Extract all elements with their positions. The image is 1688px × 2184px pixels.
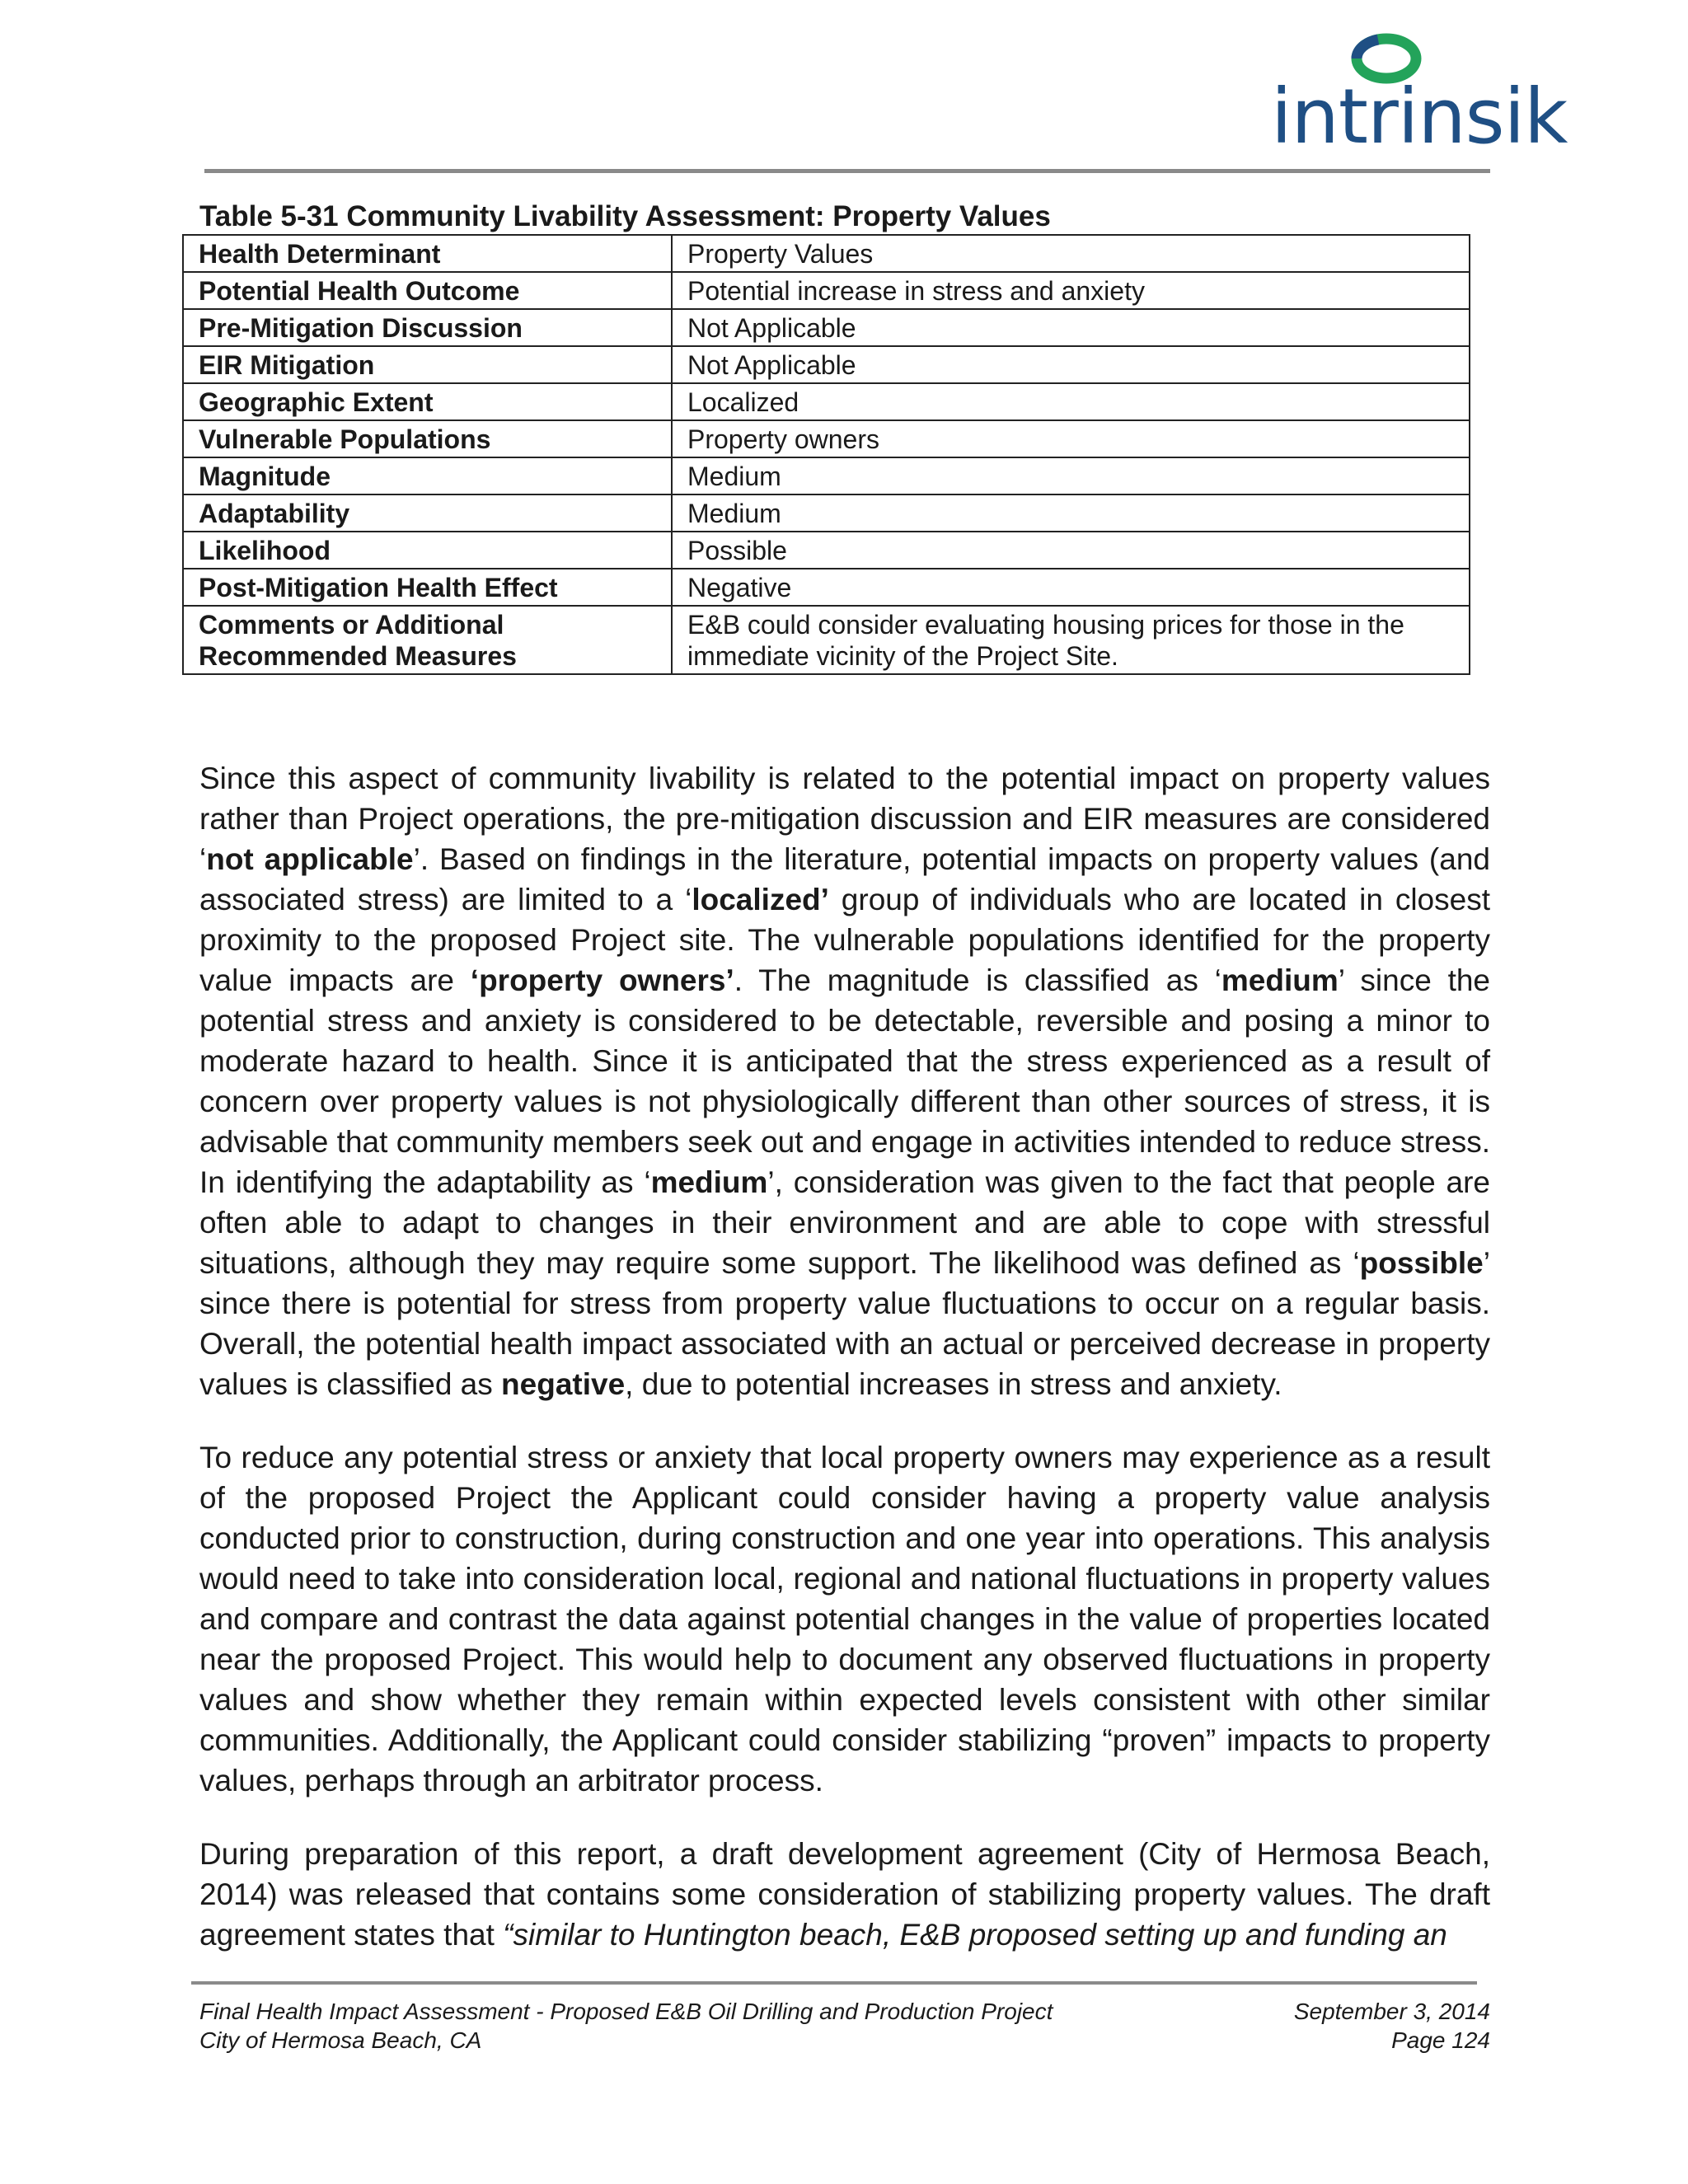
row-value: Localized <box>672 383 1470 420</box>
footer-document-title: Final Health Impact Assessment - Proposed E&B Oil Drilling and Production Project <box>199 1999 1053 2024</box>
bold-term: not applicable <box>206 842 414 876</box>
row-value: Not Applicable <box>672 309 1470 346</box>
italic-quote: “similar to Huntington beach, E&B proposed setting up and funding an <box>503 1918 1447 1952</box>
table-row <box>183 309 1470 346</box>
table-row <box>183 272 1470 309</box>
header-divider <box>204 169 1490 173</box>
row-label: Pre-Mitigation Discussion <box>183 309 672 346</box>
page-footer <box>199 1997 1490 2055</box>
row-label: Vulnerable Populations <box>183 420 672 457</box>
footer-divider <box>191 1981 1477 1985</box>
table-row <box>183 383 1470 420</box>
paragraph-3 <box>199 1834 1490 1955</box>
logo-text: intrinsik <box>1271 73 1568 161</box>
row-label: Adaptability <box>183 494 672 532</box>
row-value: Potential increase in stress and anxiety <box>672 272 1470 309</box>
assessment-table <box>182 234 1470 675</box>
footer-date: September 3, 2014 <box>1293 1999 1490 2024</box>
row-value: Medium <box>672 494 1470 532</box>
row-value: Property owners <box>672 420 1470 457</box>
bold-term: ‘property owners’ <box>470 963 734 997</box>
table-row <box>183 494 1470 532</box>
row-label: Magnitude <box>183 457 672 494</box>
row-label: Potential Health Outcome <box>183 272 672 309</box>
table-row <box>183 569 1470 606</box>
footer-location: City of Hermosa Beach, CA <box>199 2027 482 2053</box>
paragraph-2 <box>199 1437 1490 1801</box>
row-label: Geographic Extent <box>183 383 672 420</box>
text-run: , due to potential increases in stress and anxiety. <box>625 1367 1282 1401</box>
bold-term: localized’ <box>692 883 829 916</box>
row-value: E&B could consider evaluating housing prices for those in the immediate vicinity of the Project Site. <box>672 606 1470 674</box>
table-row <box>183 235 1470 272</box>
table-caption: Table 5-31 Community Livability Assessment: Property Values <box>199 200 1051 232</box>
row-label: Likelihood <box>183 532 672 569</box>
row-label: Post-Mitigation Health Effect <box>183 569 672 606</box>
text-run: group of individuals who are located in closest proximity to the proposed Project site. The vulnerable populations identified for the property value impacts are <box>199 883 1490 997</box>
text-run: ’ since there is potential for stress from property value fluctuations to occur on a regular basis. Overall, the potential health impact associated with an actual or perceived decrease in property values is classified as <box>199 1246 1490 1401</box>
text-run: ’. Based on findings in the literature, potential impacts on property values (and associated stress) are limited to a ‘ <box>199 842 1490 916</box>
text-run: To reduce any potential stress or anxiety that local property owners may experience as a result of the proposed Project the Applicant could consider having a property value analysis conducted prior to construction, during construction and one year into operations. This analysis would need to take into consideration local, regional and national fluctuations in property values and compare and contrast the data against potential changes in the value of properties located near the proposed Project. This would help to document any observed fluctuations in property values and show whether they remain within expected levels consistent with other similar communities. Additionally, the Applicant could consider stabilizing “proven” impacts to property values, perhaps through an arbitrator process. <box>199 1441 1490 1797</box>
intrinsik-logo <box>1271 31 1568 161</box>
row-value: Property Values <box>672 235 1470 272</box>
bold-term: medium <box>650 1165 768 1199</box>
text-run: During preparation of this report, a draft development agreement (City of Hermosa Beach, 2014) was released that contains some consideration of stabilizing property values. The draft agreement states that <box>199 1837 1490 1952</box>
table-row <box>183 606 1470 674</box>
row-label: Health Determinant <box>183 235 672 272</box>
bold-term: possible <box>1359 1246 1484 1280</box>
row-value: Possible <box>672 532 1470 569</box>
footer-page-number: Page 124 <box>1391 2027 1490 2053</box>
bold-term: medium <box>1221 963 1339 997</box>
row-value: Medium <box>672 457 1470 494</box>
table-row <box>183 346 1470 383</box>
text-run: Since this aspect of community livability is related to the potential impact on property values rather than Project operations, the pre-mitigation discussion and EIR measures are considered ‘ <box>199 762 1490 876</box>
table-row <box>183 457 1470 494</box>
row-value: Negative <box>672 569 1470 606</box>
text-run: ’, consideration was given to the fact that people are often able to adapt to changes in their environment and are able to cope with stressful situations, although they may require some support. The likelihood was defined as ‘ <box>199 1165 1490 1280</box>
row-label: EIR Mitigation <box>183 346 672 383</box>
table-row <box>183 420 1470 457</box>
text-run: . The magnitude is classified as ‘ <box>734 963 1221 997</box>
text-run: ’ since the potential stress and anxiety is considered to be detectable, reversible and posing a minor to moderate hazard to health. Since it is anticipated that the stress experienced as a result of concern over property values is not physiologically different than other sources of stress, it is advisable that community members seek out and engage in activities intended to reduce stress. In identifying the adaptability as ‘ <box>199 963 1490 1199</box>
table-row <box>183 532 1470 569</box>
bold-term: negative <box>501 1367 626 1401</box>
body-text <box>199 758 1490 1988</box>
row-label: Comments or Additional Recommended Measures <box>183 606 672 674</box>
row-value: Not Applicable <box>672 346 1470 383</box>
paragraph-1 <box>199 758 1490 1404</box>
